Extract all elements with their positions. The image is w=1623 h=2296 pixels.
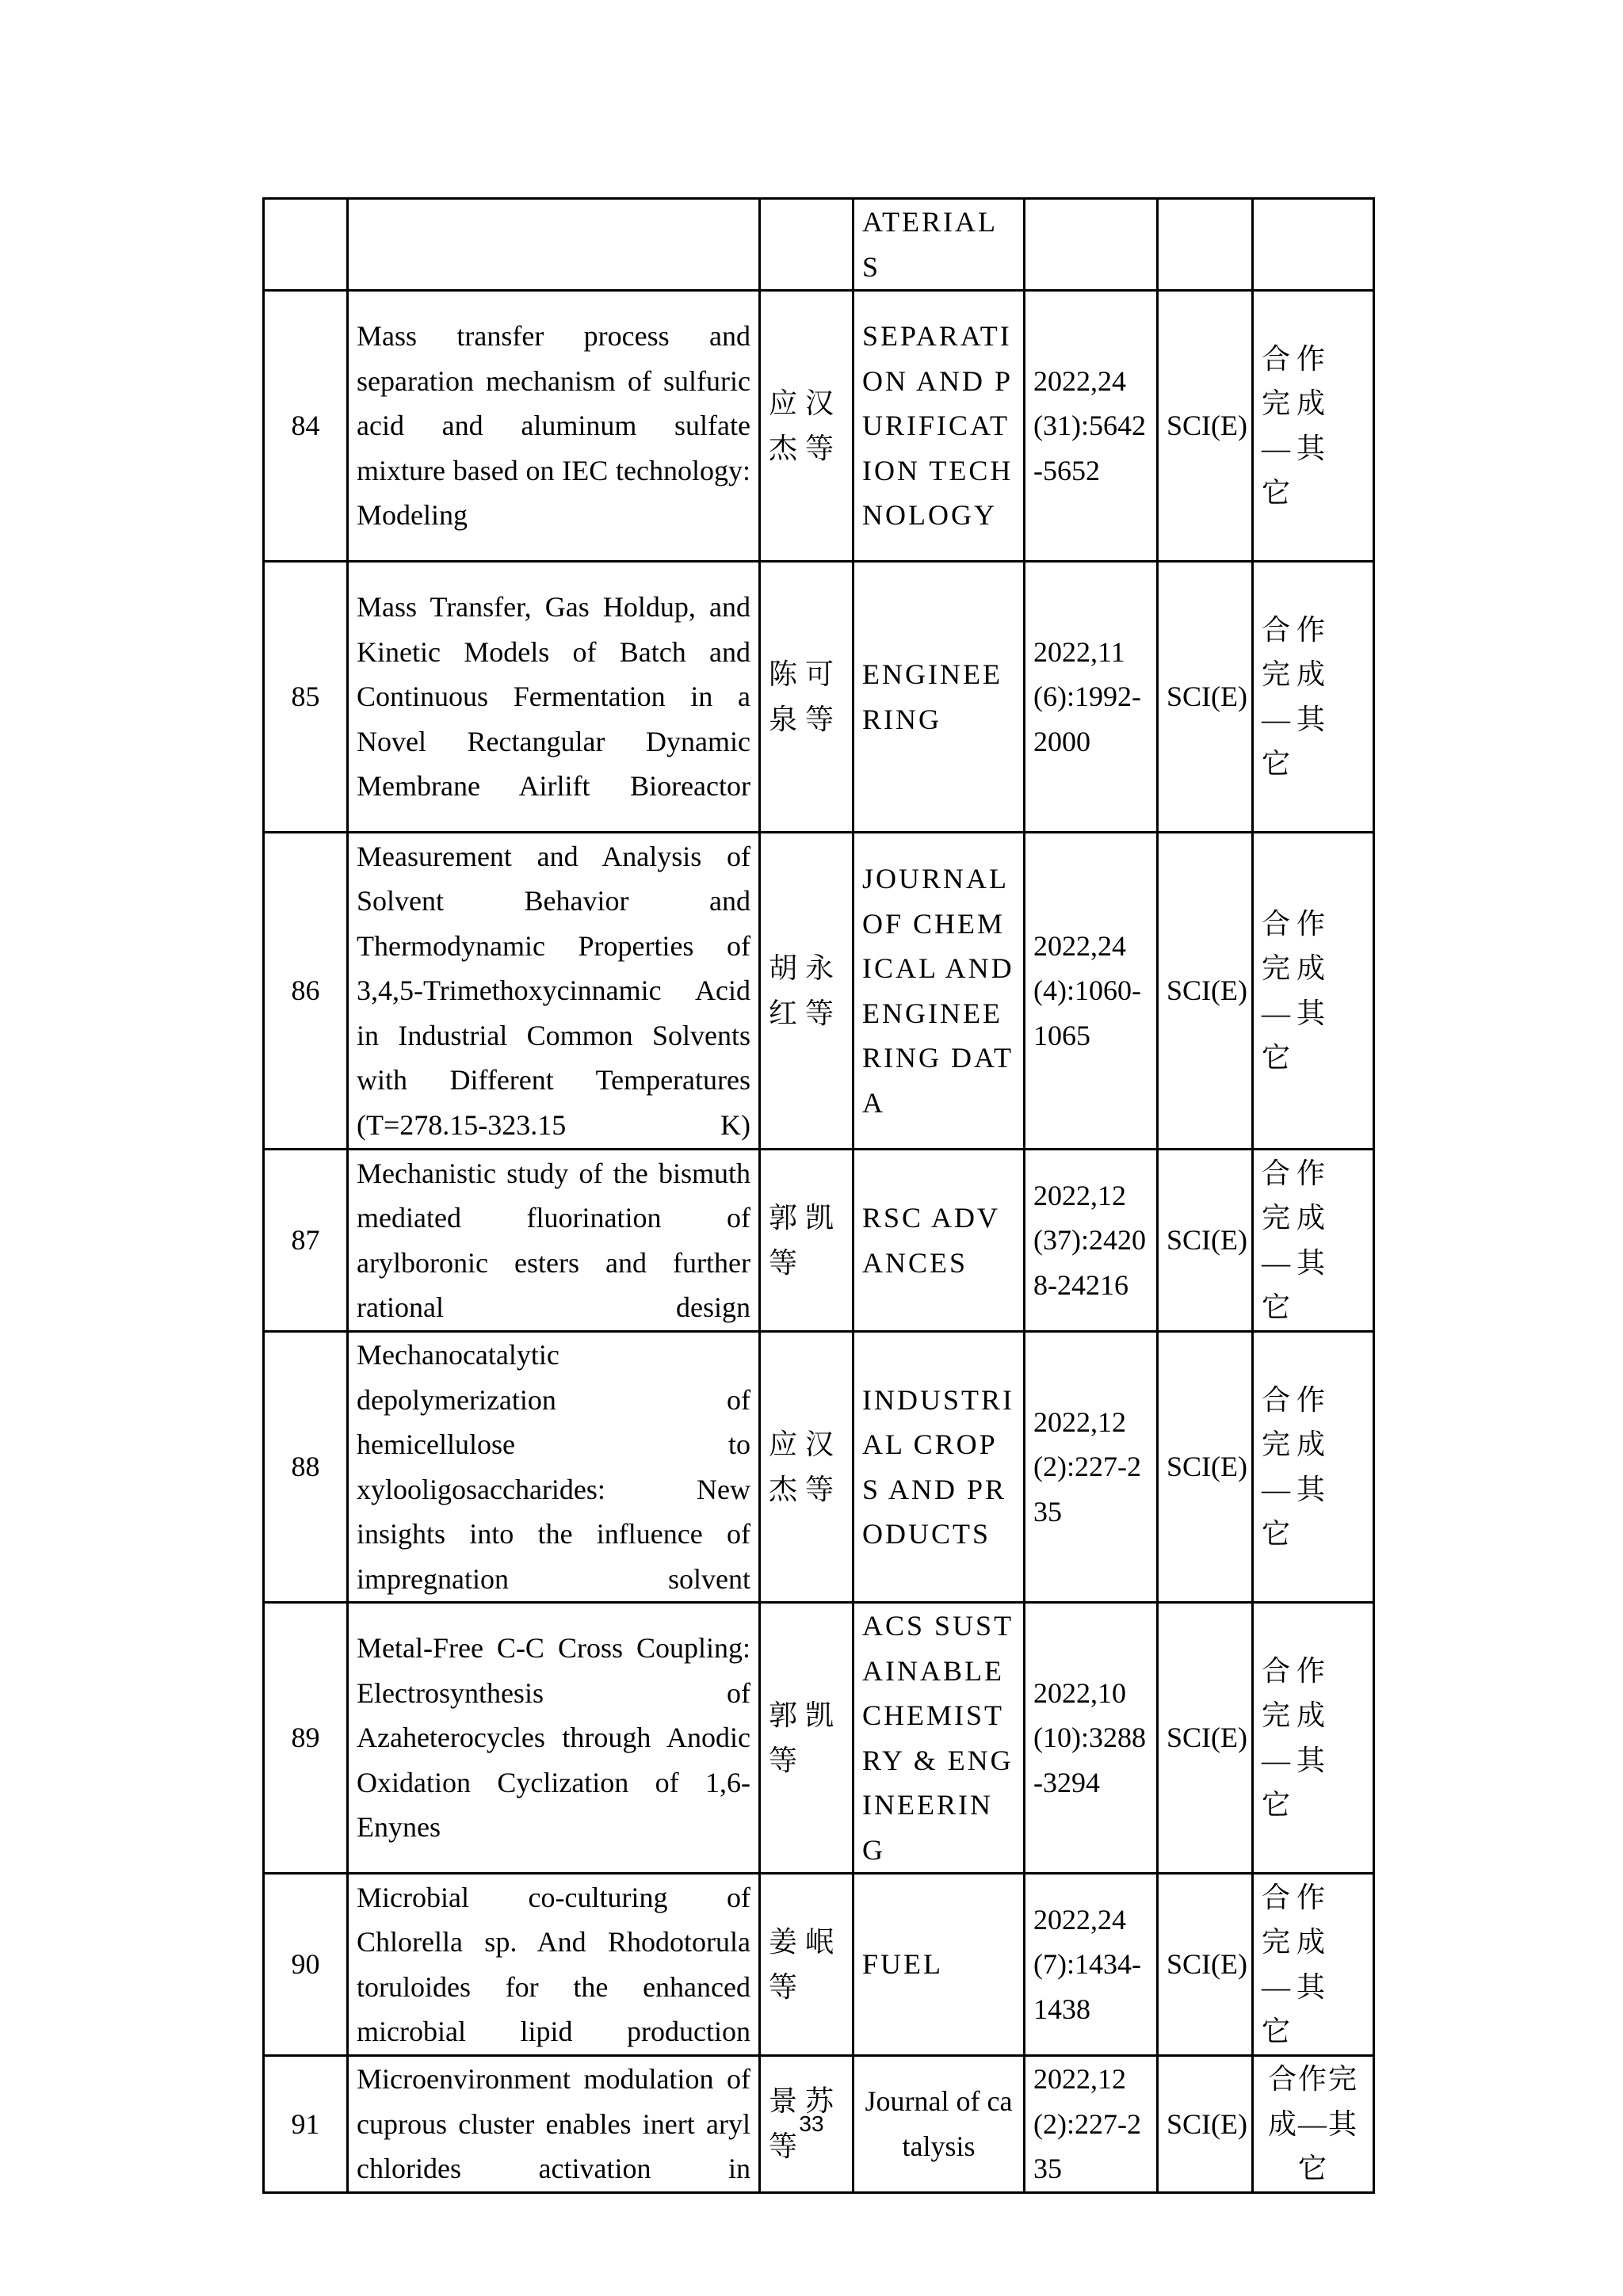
journal-cell: ACS SUSTAINABLE CHEMISTRY & ENGINEERING (854, 1603, 1025, 1874)
table-row (264, 1603, 1374, 1874)
table-row (264, 562, 1374, 833)
index-cell: SCI(E) (1158, 1150, 1253, 1332)
index-cell: SCI(E) (1158, 1874, 1253, 2056)
author-cell: 应汉杰等 (760, 1332, 854, 1603)
journal-cell: Journal of catalysis (854, 2056, 1025, 2193)
author-cell (760, 199, 854, 291)
index-cell: SCI(E) (1158, 291, 1253, 562)
author-cell: 应汉杰等 (760, 291, 854, 562)
journal-cell: INDUSTRIAL CROPS AND PRODUCTS (854, 1332, 1025, 1603)
journal-cell: JOURNAL OF CHEMICAL AND ENGINEERING DATA (854, 833, 1025, 1150)
status-cell: 合作完成—其它 (1253, 1603, 1374, 1874)
table-row (264, 1332, 1374, 1603)
table-row (264, 1874, 1374, 2056)
num-cell (264, 199, 348, 291)
status-cell: 合作完成—其它 (1253, 2056, 1374, 2193)
table-row (264, 1150, 1374, 1332)
index-cell: SCI(E) (1158, 2056, 1253, 2193)
index-cell (1158, 199, 1253, 291)
author-cell: 郭凯等 (760, 1603, 854, 1874)
index-cell: SCI(E) (1158, 833, 1253, 1150)
title-cell: Mechanistic study of the bismuth mediated fluorination of arylboronic esters and further rational design (348, 1150, 760, 1332)
pub-cell: 2022,12(37):24208-24216 (1025, 1150, 1158, 1332)
page-number: 33 (799, 2111, 824, 2136)
journal-cell: ATERIALS (854, 199, 1025, 291)
pub-cell: 2022,12(2):227-235 (1025, 2056, 1158, 2193)
journal-cell: FUEL (854, 1874, 1025, 2056)
status-cell: 合作完成—其它 (1253, 562, 1374, 833)
index-cell: SCI(E) (1158, 1332, 1253, 1603)
table-row (264, 833, 1374, 1150)
title-cell (348, 199, 760, 291)
pub-cell: 2022,10(10):3288-3294 (1025, 1603, 1158, 1874)
journal-cell: SEPARATION AND PURIFICATION TECHNOLOGY (854, 291, 1025, 562)
author-cell: 姜岷等 (760, 1874, 854, 2056)
publication-table (262, 197, 1375, 2194)
num-cell: 86 (264, 833, 348, 1150)
num-cell: 89 (264, 1603, 348, 1874)
pub-cell (1025, 199, 1158, 291)
pub-cell: 2022,24(31):5642-5652 (1025, 291, 1158, 562)
author-cell: 景苏等 (760, 2056, 854, 2193)
num-cell: 87 (264, 1150, 348, 1332)
title-cell: Mass transfer process and separation mechanism of sulfuric acid and aluminum sulfate mixture based on IEC technology: Modeling (348, 291, 760, 562)
pub-cell: 2022,24(4):1060-1065 (1025, 833, 1158, 1150)
title-cell: Mechanocatalytic depolymerization of hemicellulose to xylooligosaccharides: New insights into the influence of impregnation solvent (348, 1332, 760, 1603)
num-cell: 91 (264, 2056, 348, 2193)
num-cell: 88 (264, 1332, 348, 1603)
pub-cell: 2022,11(6):1992-2000 (1025, 562, 1158, 833)
index-cell: SCI(E) (1158, 1603, 1253, 1874)
title-cell: Mass Transfer, Gas Holdup, and Kinetic Models of Batch and Continuous Fermentation in a Novel Rectangular Dynamic Membrane Airlift Bioreactor (348, 562, 760, 833)
author-cell: 郭凯等 (760, 1150, 854, 1332)
pub-cell: 2022,12(2):227-235 (1025, 1332, 1158, 1603)
num-cell: 90 (264, 1874, 348, 2056)
table-row (264, 291, 1374, 562)
status-cell: 合作完成—其它 (1253, 833, 1374, 1150)
title-cell: Microenvironment modulation of cuprous cluster enables inert aryl chlorides activation in (348, 2056, 760, 2193)
author-cell: 胡永红等 (760, 833, 854, 1150)
num-cell: 85 (264, 562, 348, 833)
status-cell (1253, 199, 1374, 291)
table-row (264, 199, 1374, 291)
num-cell: 84 (264, 291, 348, 562)
journal-cell: RSC ADVANCES (854, 1150, 1025, 1332)
author-cell: 陈可泉等 (760, 562, 854, 833)
title-cell: Metal-Free C-C Cross Coupling: Electrosynthesis of Azaheterocycles through Anodic Oxidation Cyclization of 1,6-Enynes (348, 1603, 760, 1874)
status-cell: 合作完成—其它 (1253, 1332, 1374, 1603)
title-cell: Microbial co-culturing of Chlorella sp. And Rhodotorula toruloides for the enhanced microbial lipid production (348, 1874, 760, 2056)
journal-cell: ENGINEERING (854, 562, 1025, 833)
index-cell: SCI(E) (1158, 562, 1253, 833)
status-cell: 合作完成—其它 (1253, 1150, 1374, 1332)
status-cell: 合作完成—其它 (1253, 291, 1374, 562)
status-cell: 合作完成—其它 (1253, 1874, 1374, 2056)
pub-cell: 2022,24(7):1434-1438 (1025, 1874, 1158, 2056)
title-cell: Measurement and Analysis of Solvent Behavior and Thermodynamic Properties of 3,4,5-Trimethoxycinnamic Acid in Industrial Common Solvents with Different Temperatures (T=278.15-323.15 K) (348, 833, 760, 1150)
